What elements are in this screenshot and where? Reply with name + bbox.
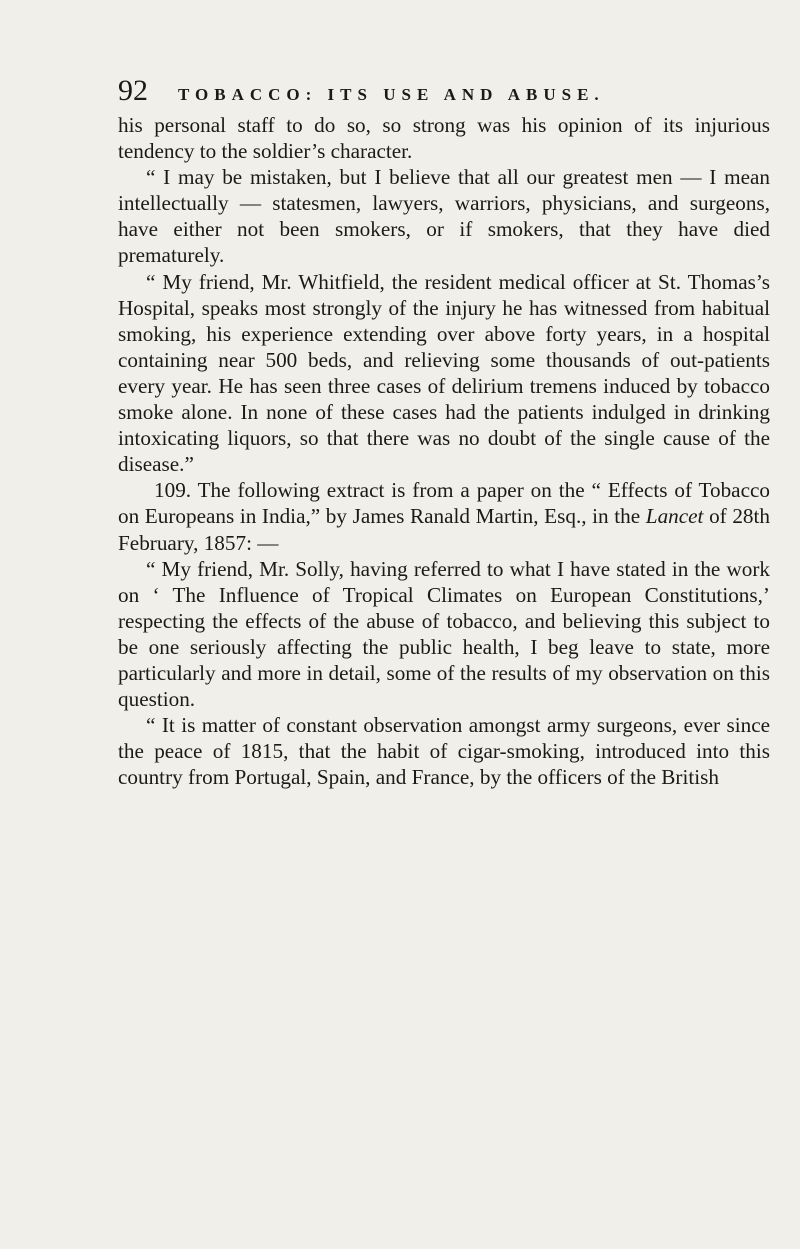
- paragraph-4-part-1: 109. The following extract is from a paper on the “ Effects of Tobacco on Europeans in India,” by James Ranald Martin, Esq., in the: [118, 478, 770, 529]
- paragraph-4: [118, 477, 770, 555]
- paragraph-3: “ My friend, Mr. Whitfield, the resident medical officer at St. Thomas’s Hospital, speaks most strongly of the injury he has witnessed from habitual smoking, his experience extending over above forty years, in a hospital containing near 500 beds, and relieving some thousands of out-patients every year. He has seen three cases of delirium tremens induced by tobacco smoke alone. In none of these cases had the patients indulged in drinking intoxicating liquors, so that there was no doubt of the single cause of the disease.”: [118, 269, 770, 477]
- page-number: 92: [118, 74, 148, 107]
- running-title: TOBACCO: ITS USE AND ABUSE.: [178, 85, 605, 104]
- paragraph-2: “ I may be mistaken, but I believe that all our greatest men — I mean intellectually — statesmen, lawyers, warriors, physicians, and surgeons, have either not been smokers, or if smokers, that they have died prematurely.: [118, 165, 770, 268]
- paragraph-6: “ It is matter of constant observation amongst army surgeons, ever since the peace of 1815, that the habit of cigar-smoking, introduced into this country from Portugal, Spain, and France, by the officers of the British: [118, 713, 770, 790]
- lancet-title: Lancet: [645, 504, 704, 529]
- paragraph-1: his personal staff to do so, so strong was his opinion of its injurious tendency to the soldier’s character.: [118, 113, 770, 164]
- running-head: [118, 74, 758, 106]
- paragraph-4-part-2: of 28th February, 1857: —: [118, 504, 770, 555]
- body-text: [118, 112, 770, 790]
- paragraph-5: “ My friend, Mr. Solly, having referred to what I have stated in the work on ‘ The Influence of Tropical Climates on European Constitutions,’ respecting the effects of the abuse of tobacco, and believing this subject to be one seriously affecting the public health, I beg leave to state, more particularly and more in detail, some of the results of my observation on this question.: [118, 556, 770, 712]
